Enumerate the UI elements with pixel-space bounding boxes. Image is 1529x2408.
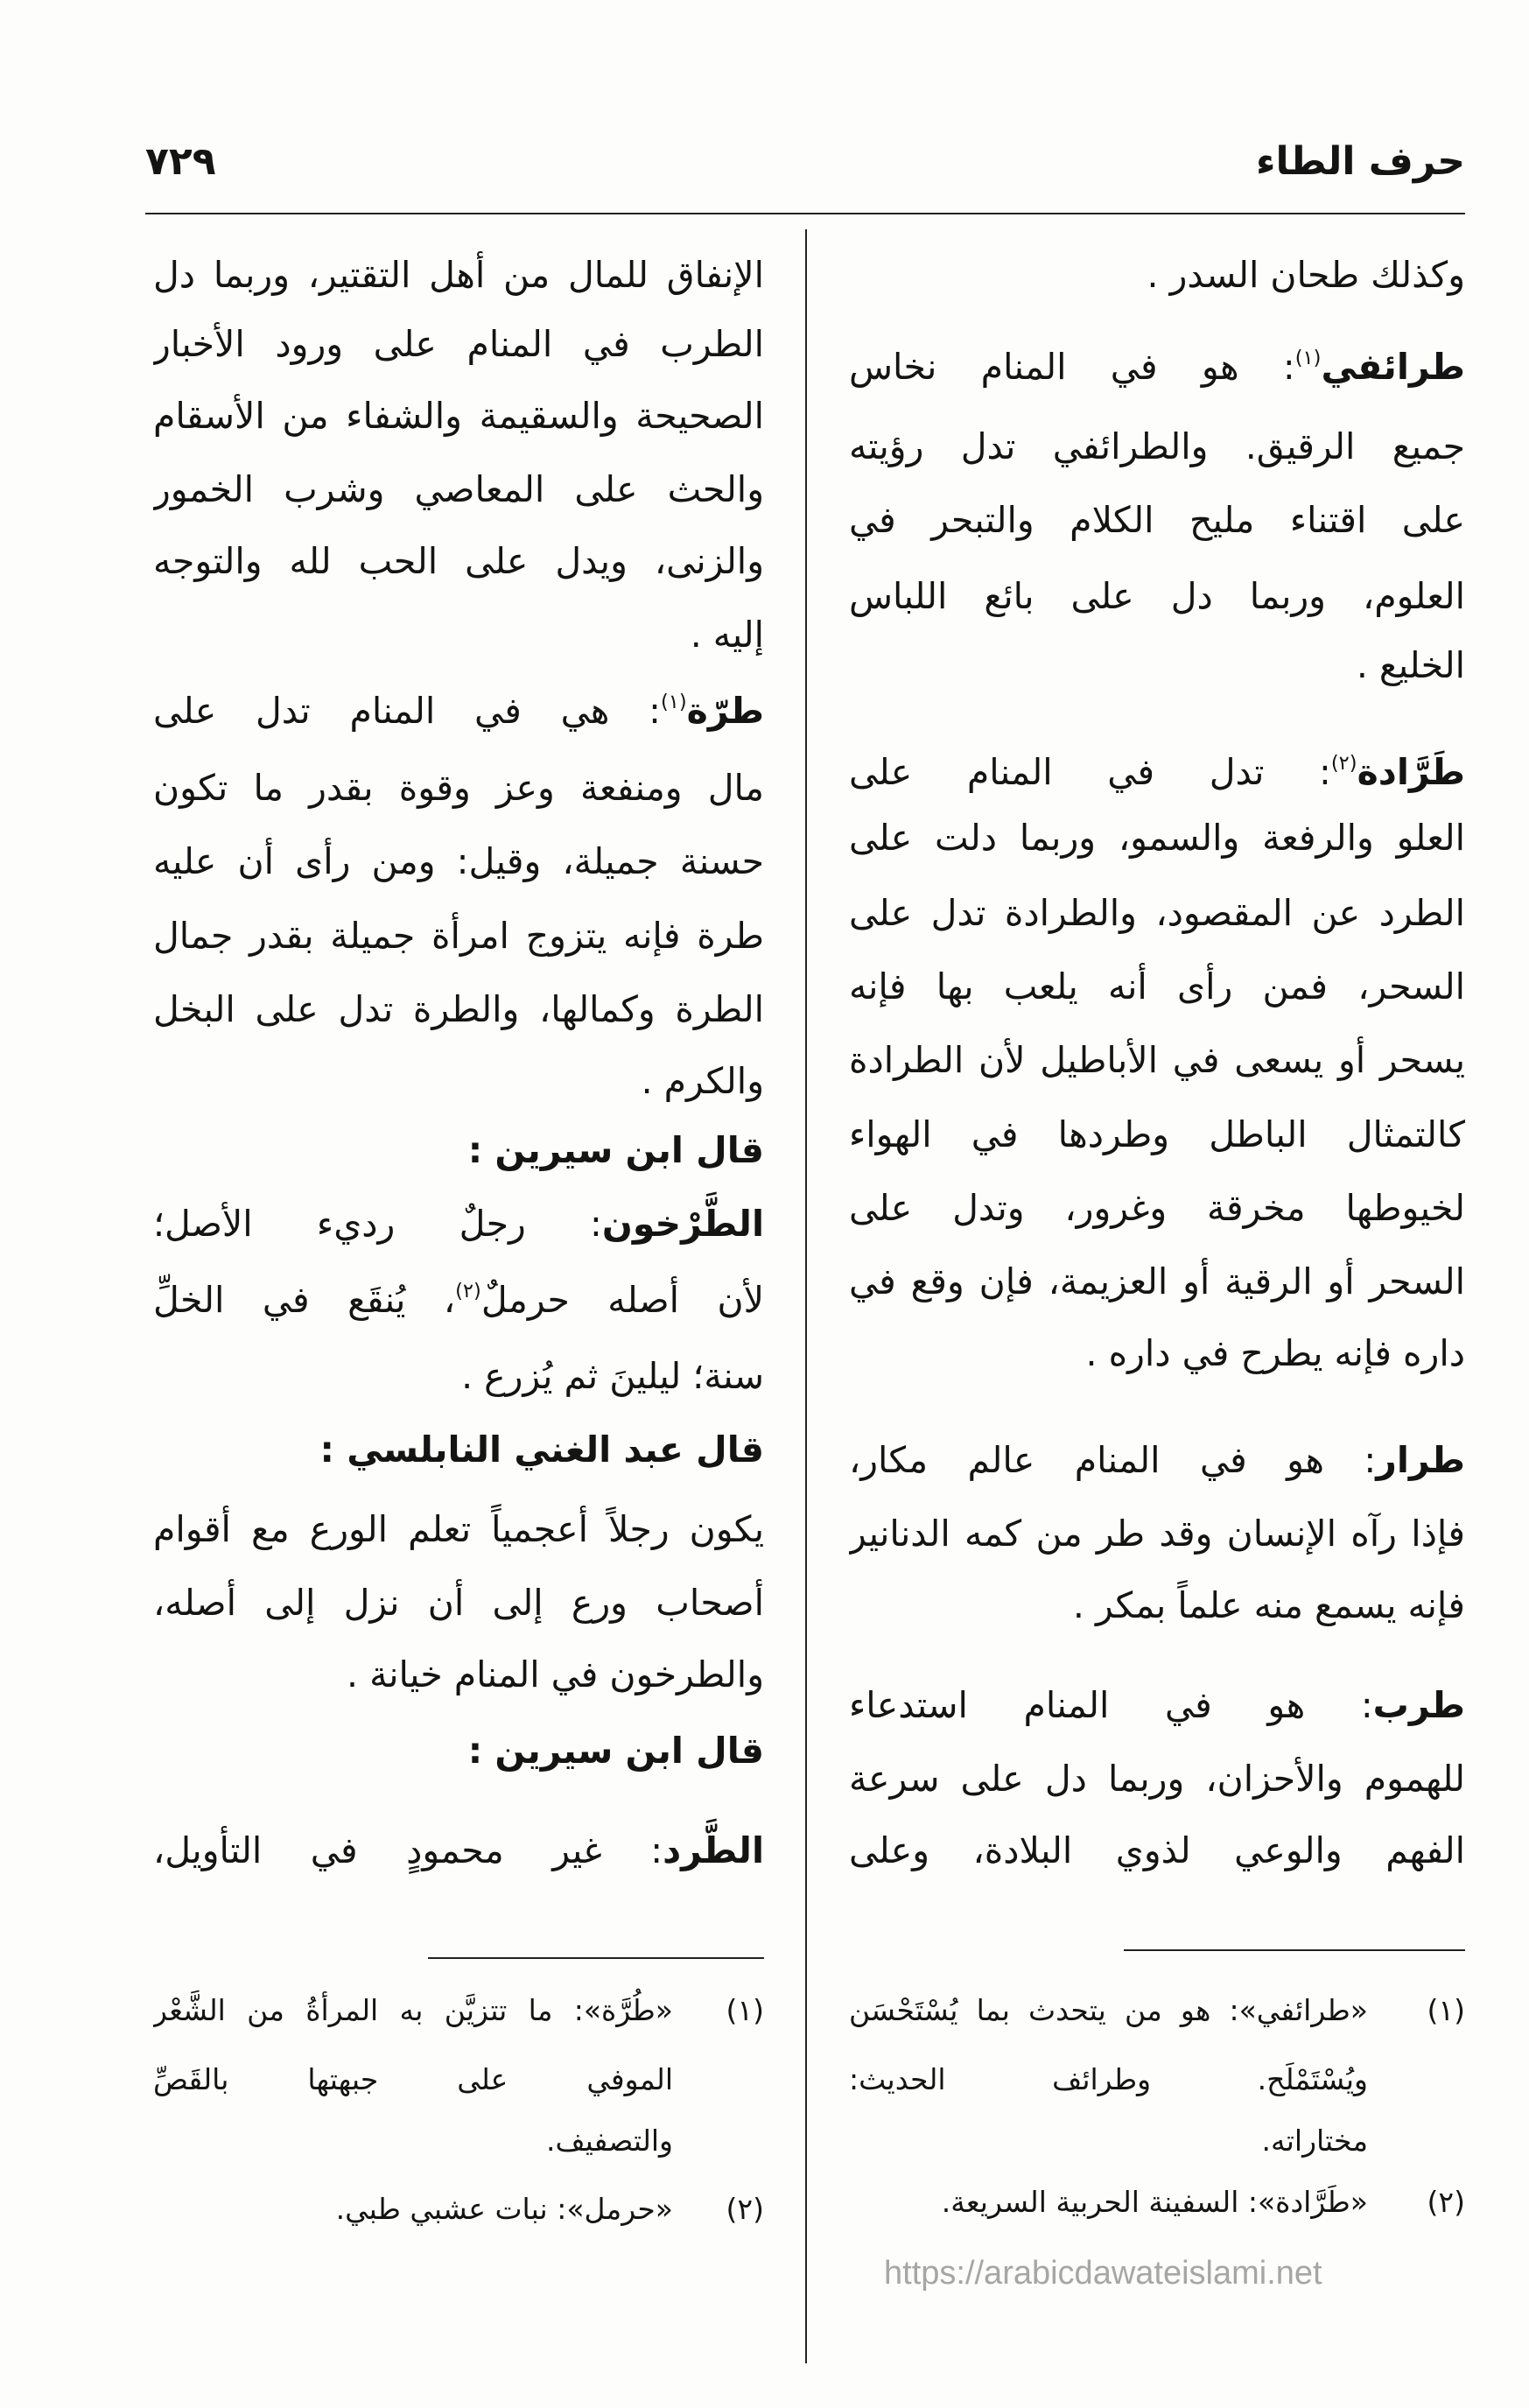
text-line: مال ومنفعة وعز وقوة بقدر ما تكون (153, 767, 764, 809)
headword: الطَّرد (663, 1829, 764, 1871)
headword: طرائفي (1321, 346, 1465, 388)
page-number: ٧٢٩ (145, 139, 216, 184)
text-line: فإذا رآه الإنسان وقد طر من كمه الدنانير (849, 1513, 1465, 1555)
line-text: : هو في المنام استدعاء (849, 1684, 1373, 1726)
text-line: للهموم والأحزان، وربما دل على سرعة (849, 1758, 1465, 1800)
text-line: الصحيحة والسقيمة والشفاء من الأسقام (153, 395, 764, 437)
headword: الطَّرْخون (601, 1203, 764, 1245)
footnote-ref: (١) (660, 691, 687, 714)
footnote-line: «طَرَّادة»: السفينة الحربية السريعة. (941, 2185, 1368, 2219)
text-line: الطرد عن المقصود، والطرادة تدل على (849, 892, 1465, 934)
footnote-number: (٢) (726, 2192, 764, 2226)
text-line: العلوم، وربما دل على بائع اللباس (849, 575, 1465, 617)
headword: طرب (1372, 1684, 1465, 1726)
text-line: كالتمثال الباطل وطردها في الهواء (849, 1113, 1465, 1155)
section-heading: قال ابن سيرين : (467, 1129, 764, 1171)
text-line: جميع الرقيق. والطرائفي تدل رؤيته (849, 425, 1465, 467)
text-line: أصحاب ورع إلى أن نزل إلى أصله، (153, 1582, 764, 1624)
text-line: الطرة وكمالها، والطرة تدل على البخل (153, 988, 764, 1030)
footnote-rule (1124, 1949, 1465, 1951)
text-line: على اقتناء مليح الكلام والتبحر في (849, 499, 1465, 541)
text-line: الطرب في المنام على ورود الأخبار (153, 323, 764, 365)
line-text: : رجلٌ رديء الأصل؛ (153, 1203, 602, 1245)
text-line: السحر أو الرقية أو العزيمة، فإن وقع في (849, 1260, 1465, 1302)
text-line: يكون رجلاً أعجمياً تعلم الورع مع أقوام (153, 1508, 764, 1550)
footnote-number: (١) (726, 1993, 764, 2027)
headword: طرّة (686, 690, 764, 732)
text-line: فإنه يسمع منه علماً بمكر . (1072, 1584, 1465, 1626)
line-text: : هو في المنام نخاس (849, 346, 1295, 388)
text-line: والزنى، ويدل على الحب لله والتوجه (153, 540, 764, 582)
footnote-line: «حرمل»: نبات عشبي طبي. (335, 2192, 673, 2226)
line-text: : هو في المنام عالم مكار، (849, 1439, 1377, 1481)
text-line: السحر، فمن رأى أنه يلعب بها فإنه (849, 965, 1465, 1007)
footnote-line: «طُرَّة»: ما تتزيَّن به المرأةُ من الشَّعْر (153, 1993, 673, 2027)
text-line: العلو والرفعة والسمو، وربما دلت على (849, 817, 1465, 859)
chapter-title: حرف الطاء (1256, 139, 1465, 184)
text-line: يسحر أو يسعى في الأباطيل لأن الطرادة (849, 1039, 1465, 1081)
text-line: الفهم والوعي لذوي البلادة، وعلى (849, 1829, 1465, 1871)
text-line (153, 1263, 764, 1337)
text-line: حسنة جميلة، وقيل: ومن رأى أن عليه (153, 840, 764, 882)
footnote-line: مختاراته. (1261, 2124, 1368, 2158)
watermark-url: https://arabicdawateislami.net (884, 2255, 1322, 2292)
text-line: لخيوطها مخرقة وغرور، وتدل على (849, 1187, 1465, 1229)
footnote-line: الموفي على جبهتها بالقَصِّ (153, 2062, 673, 2096)
text-line: الإنفاق للمال من أهل التقتير، وربما دل (153, 254, 764, 296)
text-line: والطرخون في المنام خيانة . (347, 1653, 764, 1695)
text-line: إليه . (690, 614, 764, 656)
entry-line (849, 1668, 1465, 1742)
footnote-line: «طرائفي»: هو من يتحدث بما يُسْتَحْسَن (849, 1993, 1368, 2027)
footnote-ref: (٢) (455, 1280, 481, 1303)
headword: طَرَّادة (1357, 751, 1465, 793)
column-divider (805, 229, 807, 2363)
line-text: : تدل في المنام على (849, 751, 1331, 793)
text-line: سنة؛ ليلينَ ثم يُزرع . (461, 1355, 764, 1397)
footnote-ref: (٢) (1330, 752, 1357, 776)
footnote-line: ويُسْتَمْلَح. وطرائف الحديث: (849, 2062, 1368, 2096)
text-line: والحث على المعاصي وشرب الخمور (153, 468, 764, 510)
line-text: : هي في المنام تدل على (153, 690, 661, 732)
entry-line (153, 674, 764, 748)
line-text: : غير محمودٍ في التأويل، (153, 1829, 663, 1871)
line-text: ، يُنقَع في الخلِّ (153, 1279, 456, 1321)
text-line: والكرم . (641, 1060, 764, 1102)
text-line: وكذلك طحان السدر . (1147, 254, 1465, 296)
entry-line (153, 1187, 764, 1260)
footnote-ref: (١) (1294, 347, 1322, 370)
footnote-number: (٢) (1427, 2185, 1465, 2219)
headword: طرار (1376, 1439, 1465, 1481)
entry-line (849, 330, 1465, 404)
entry-line (849, 1423, 1465, 1497)
section-heading: قال عبد الغني النابلسي : (319, 1429, 764, 1471)
entry-line (849, 735, 1465, 809)
line-lead: لأن أصله حرملٌ (480, 1279, 764, 1321)
footnote-line: والتصفيف. (545, 2124, 673, 2158)
text-line: الخليع . (1356, 644, 1465, 686)
section-heading: قال ابن سيرين : (467, 1730, 764, 1772)
header-rule (145, 213, 1465, 214)
footnote-number: (١) (1427, 1993, 1465, 2027)
text-line: داره فإنه يطرح في داره . (1085, 1332, 1465, 1374)
text-line: طرة فإنه يتزوج امرأة جميلة بقدر جمال (153, 915, 764, 957)
footnote-rule (428, 1957, 764, 1959)
entry-line (153, 1814, 764, 1887)
